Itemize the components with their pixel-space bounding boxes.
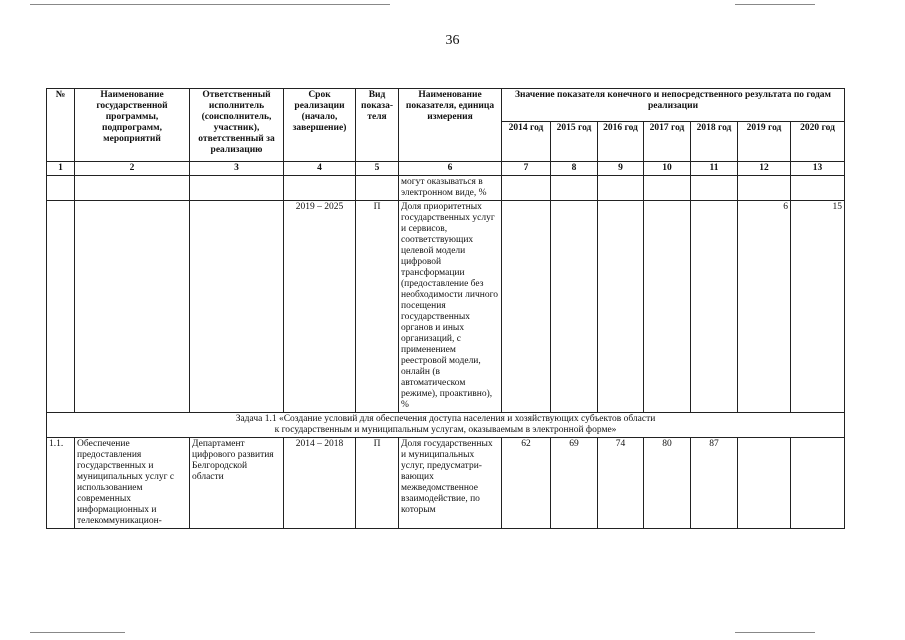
header-year: 2016 год xyxy=(598,122,644,162)
column-number: 9 xyxy=(598,162,644,176)
column-number: 1 xyxy=(47,162,75,176)
header-period: Срок реализации (начало, завершение) xyxy=(284,89,356,162)
header-year: 2020 год xyxy=(791,122,845,162)
header-num: № xyxy=(47,89,75,162)
row-value xyxy=(598,176,644,201)
task-row xyxy=(47,413,845,438)
row-value: 62 xyxy=(502,438,551,529)
row-value xyxy=(791,176,845,201)
row-value xyxy=(502,201,551,413)
table-row xyxy=(47,176,845,201)
scan-line-top-right xyxy=(735,4,815,5)
row-program: Обеспечение предоставления государственных и муниципальных услуг с использованием современных информационных и телекоммуникацион- xyxy=(75,438,190,529)
task-heading xyxy=(47,413,845,438)
header-year: 2015 год xyxy=(551,122,598,162)
scan-line-bottom-right xyxy=(735,632,815,633)
row-indicator: Доля государственных и муниципальных услуг, предусматри-вающих межведомственное взаимодействие, по которым xyxy=(399,438,502,529)
scan-line-top-left xyxy=(30,4,390,5)
row-indicator: Доля приоритетных государственных услуг и сервисов, соответствующих целевой модели цифровой трансформации (предоставление без необходимости личного посещения государственных органов и иных организаций, с применением реестровой модели, онлайн (в автоматическом режиме), проактивно), % xyxy=(399,201,502,413)
row-program xyxy=(75,201,190,413)
header-row xyxy=(47,89,845,122)
header-indicator-name: Наименование показателя, единица измерения xyxy=(399,89,502,162)
row-responsible: Департамент цифрового развития Белгородской области xyxy=(190,438,284,529)
column-number: 11 xyxy=(691,162,738,176)
column-number-row xyxy=(47,162,845,176)
program-table xyxy=(46,88,845,529)
row-value: 6 xyxy=(738,201,791,413)
row-value xyxy=(551,201,598,413)
header-year: 2014 год xyxy=(502,122,551,162)
row-value: 69 xyxy=(551,438,598,529)
header-indicator-type: Вид показа-теля xyxy=(356,89,399,162)
column-number: 10 xyxy=(644,162,691,176)
row-period: 2014 – 2018 xyxy=(284,438,356,529)
task-line-1: Задача 1.1 «Создание условий для обеспечения доступа населения и хозяйствующих субъектов области xyxy=(235,414,656,424)
header-year: 2018 год xyxy=(691,122,738,162)
row-program xyxy=(75,176,190,201)
row-period: 2019 – 2025 xyxy=(284,201,356,413)
row-value: 87 xyxy=(691,438,738,529)
column-number: 8 xyxy=(551,162,598,176)
row-num xyxy=(47,201,75,413)
row-num: 1.1. xyxy=(47,438,75,529)
page-number: 36 xyxy=(445,33,460,48)
row-value xyxy=(551,176,598,201)
table-row xyxy=(47,201,845,413)
row-period xyxy=(284,176,356,201)
task-line-2: к государственным и муниципальным услугам, оказываемым в электронной форме» xyxy=(274,425,617,435)
column-number: 4 xyxy=(284,162,356,176)
scan-line-bottom-left xyxy=(30,632,125,633)
row-responsible xyxy=(190,201,284,413)
row-type xyxy=(356,176,399,201)
table-row xyxy=(47,438,845,529)
row-indicator: могут оказываться в электронном виде, % xyxy=(399,176,502,201)
header-year: 2017 год xyxy=(644,122,691,162)
row-type: П xyxy=(356,438,399,529)
row-num xyxy=(47,176,75,201)
row-value xyxy=(738,438,791,529)
column-number: 13 xyxy=(791,162,845,176)
row-value xyxy=(738,176,791,201)
column-number: 3 xyxy=(190,162,284,176)
row-value xyxy=(791,438,845,529)
column-number: 2 xyxy=(75,162,190,176)
header-values-group: Значение показателя конечного и непосредственного результата по годам реализации xyxy=(502,89,845,122)
header-year: 2019 год xyxy=(738,122,791,162)
row-responsible xyxy=(190,176,284,201)
row-value: 80 xyxy=(644,438,691,529)
row-value xyxy=(691,176,738,201)
row-type: П xyxy=(356,201,399,413)
row-value xyxy=(644,201,691,413)
column-number: 12 xyxy=(738,162,791,176)
row-value: 74 xyxy=(598,438,644,529)
row-value xyxy=(691,201,738,413)
row-value xyxy=(598,201,644,413)
row-value xyxy=(502,176,551,201)
column-number: 5 xyxy=(356,162,399,176)
row-value: 15 xyxy=(791,201,845,413)
row-value xyxy=(644,176,691,201)
header-responsible: Ответственный исполнитель (соисполнитель, участник), ответственный за реализацию xyxy=(190,89,284,162)
column-number: 6 xyxy=(399,162,502,176)
column-number: 7 xyxy=(502,162,551,176)
header-program: Наименование государственной программы, подпрограмм, мероприятий xyxy=(75,89,190,162)
